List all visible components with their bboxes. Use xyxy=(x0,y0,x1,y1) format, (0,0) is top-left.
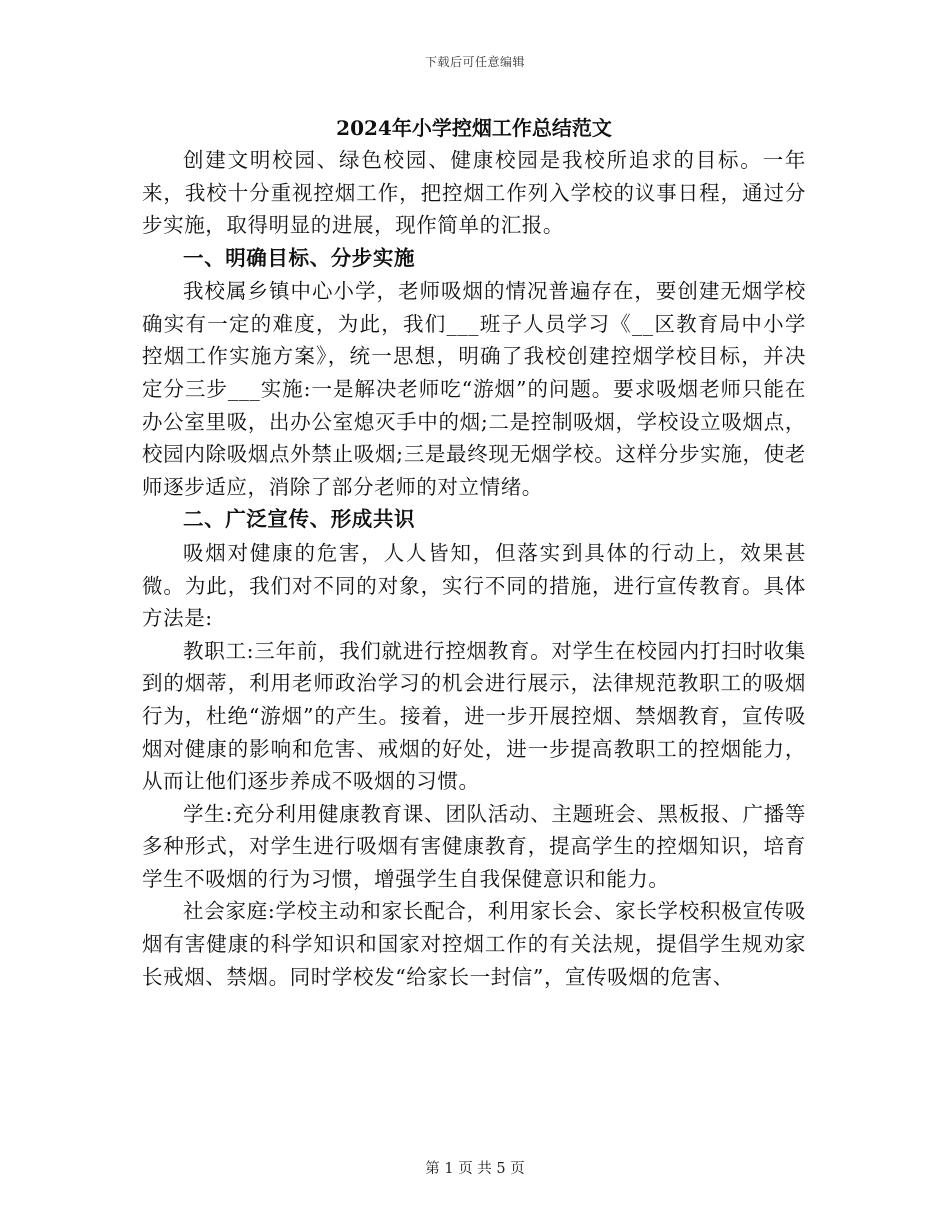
section-2-paragraph: 吸烟对健康的危害，人人皆知，但落实到具体的行动上，效果甚微。为此，我们对不同的对象，实行不同的措施，进行宣传教育。具体方法是: xyxy=(142,540,806,631)
document-title: 2024年小学控烟工作总结范文 xyxy=(336,116,612,140)
page-number: 第 1 页 共 5 页 xyxy=(425,1161,525,1177)
staff-paragraph: 教职工:三年前，我们就进行控烟教育。对学生在校园内打扫时收集到的烟蒂，利用老师政治学习的机会进行展示，法律规范教职工的吸烟行为，杜绝“游烟”的产生。接着，进一步开展控烟、禁烟教育，宣传吸烟对健康的影响和危害、戒烟的好处，进一步提高教职工的控烟能力，从而让他们逐步养成不吸烟的习惯。 xyxy=(142,638,806,794)
students-paragraph: 学生:充分利用健康教育课、团队活动、主题班会、黑板报、广播等多种形式，对学生进行吸烟有害健康教育，提高学生的控烟知识，培育学生不吸烟的行为习惯，增强学生自我保健意识和能力。 xyxy=(142,801,806,891)
section-heading-1: 一、明确目标、分步实施 xyxy=(183,245,416,270)
page-header-note: 下载后可任意编辑 xyxy=(424,55,525,69)
section-heading-2: 二、广泛宣传、形成共识 xyxy=(183,507,416,532)
intro-paragraph: 创建文明校园、绿色校园、健康校园是我校所追求的目标。一年来，我校十分重视控烟工作，把控烟工作列入学校的议事日程，通过分步实施，取得明显的进展，现作简单的汇报。 xyxy=(142,148,806,238)
family-paragraph: 社会家庭:学校主动和家长配合，利用家长会、家长学校积极宣传吸烟有害健康的科学知识和国家对控烟工作的有关法规，提倡学生规劝家长戒烟、禁烟。同时学校发“给家长一封信”，宣传吸烟的危害、 xyxy=(142,899,806,989)
section-1-paragraph: 我校属乡镇中心小学，老师吸烟的情况普遍存在，要创建无烟学校确实有一定的难度，为此，我们___班子人员学习《__区教育局中小学控烟工作实施方案》，统一思想，明确了我校创建控烟学校目标，并决定分三步___实施:一是解决老师吃“游烟”的问题。要求吸烟老师只能在办公室里吸，出办公室熄灭手中的烟;二是控制吸烟，学校设立吸烟点，校园内除吸烟点外禁止吸烟;三是最终现无烟学校。这样分步实施，使老师逐步适应，消除了部分老师的对立情绪。 xyxy=(142,279,806,499)
document-body xyxy=(142,112,806,993)
